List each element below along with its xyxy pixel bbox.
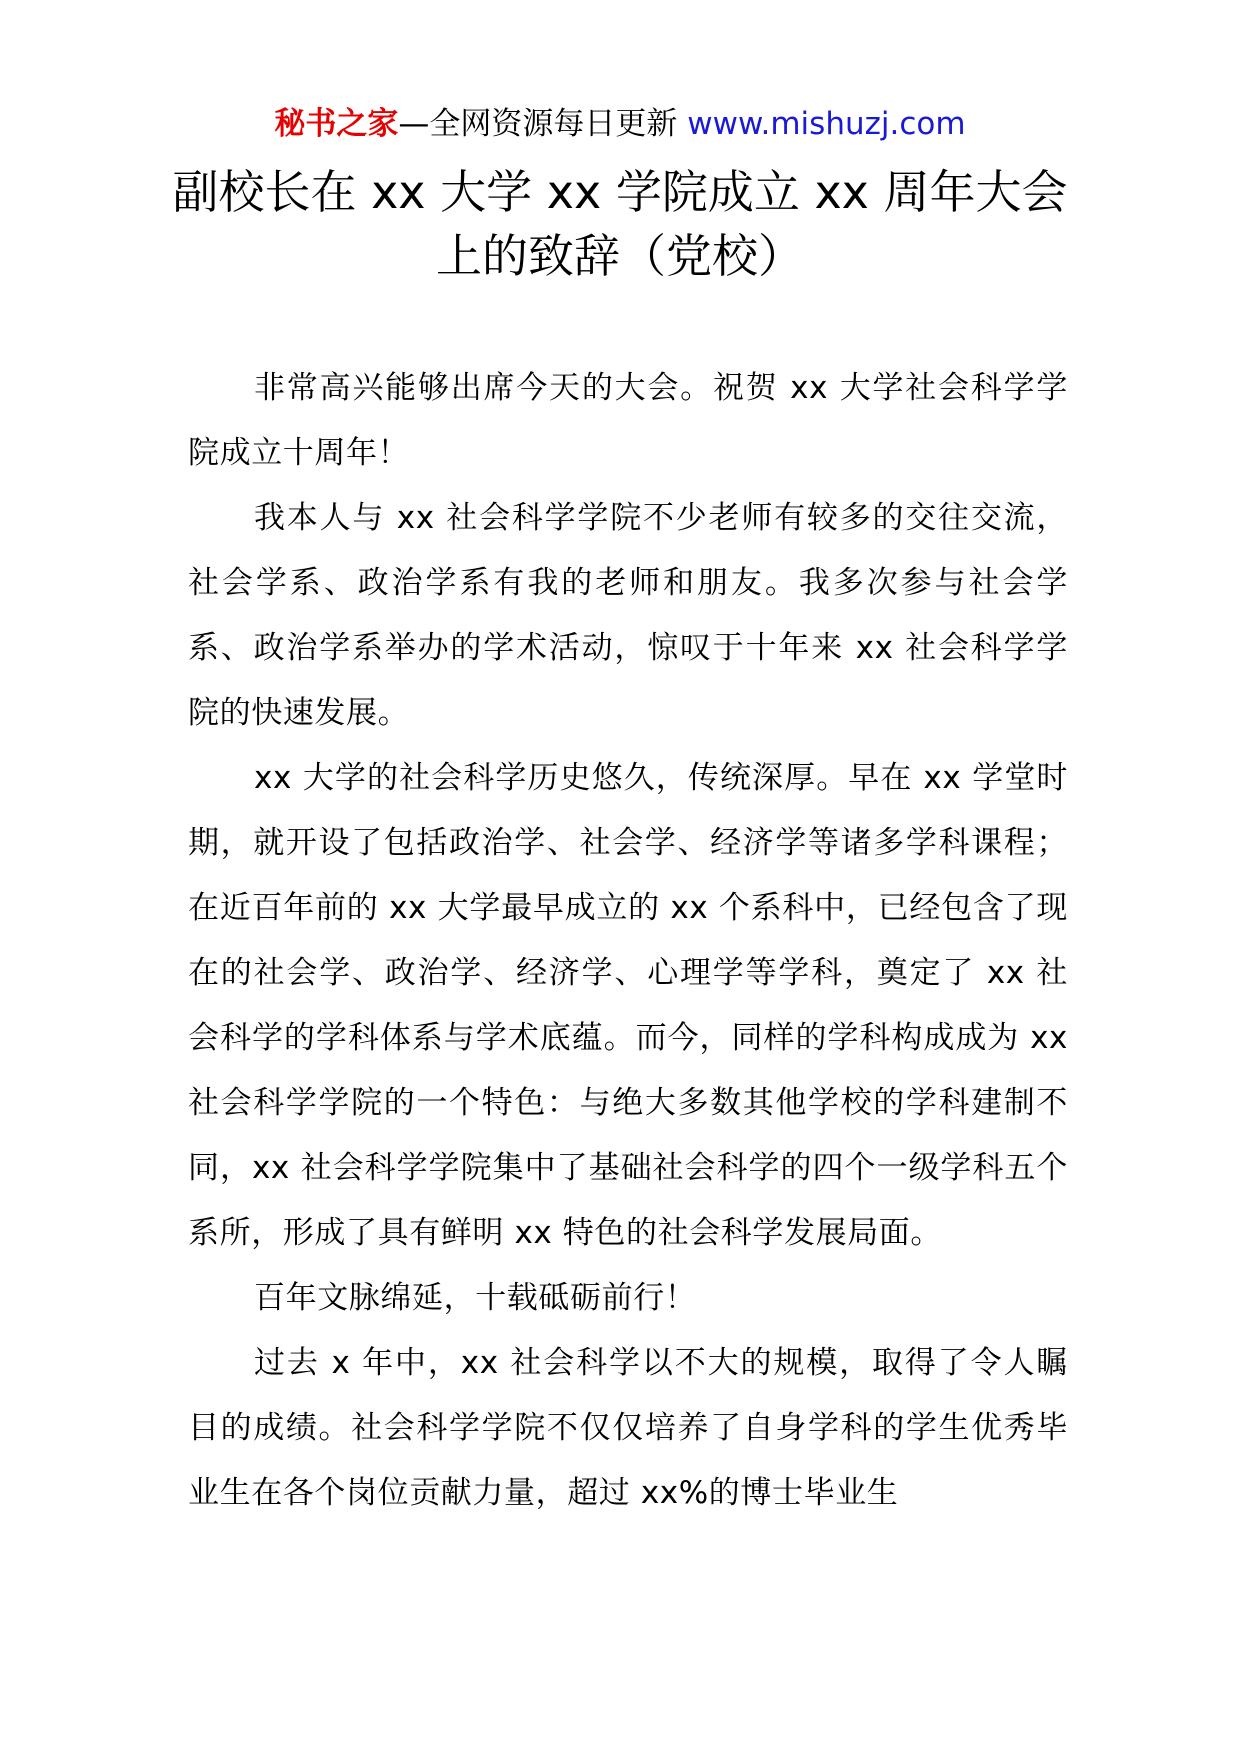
paragraph-4: 百年文脉绵延，十载砥砺前行！	[254, 1280, 697, 1316]
paragraph-5: 过去 x 年中，xx 社会科学以不大的规模，取得了令人瞩目的成绩。社会科学学院不仅仅培养了自身学科的学生优秀毕业生在各个岗位贡献力量，超过 xx%的博士毕业生	[188, 1345, 1068, 1511]
brand-name: 秘书之家	[274, 106, 399, 142]
document-title	[150, 160, 1090, 288]
document-body	[188, 356, 1068, 1526]
title-line-1: 副校长在 xx 大学 xx 学院成立 xx 周年大会	[172, 165, 1068, 219]
site-header	[0, 100, 1240, 148]
site-url-link[interactable]: www.mishuzj.com	[687, 106, 966, 142]
title-line-2: 上的致辞（党校）	[436, 229, 804, 283]
paragraph-2: 我本人与 xx 社会科学学院不少老师有较多的交往交流，社会学系、政治学系有我的老师和朋友。我多次参与社会学系、政治学系举办的学术活动，惊叹于十年来 xx 社会科学学院的快速发展。	[188, 500, 1068, 731]
paragraph-3: xx 大学的社会科学历史悠久，传统深厚。早在 xx 学堂时期，就开设了包括政治学、社会学、经济学等诸多学科课程；在近百年前的 xx 大学最早成立的 xx 个系科中，已经包含了现在的社会学、政治学、经济学、心理学等学科，奠定了 xx 社会科学的学科体系与学术底蕴。而今，同样的学科构成成为 xx 社会科学学院的一个特色：与绝大多数其他学校的学科建制不同，xx 社会科学学院集中了基础社会科学的四个一级学科五个系所，形成了具有鲜明 xx 特色的社会科学发展局面。	[188, 760, 1068, 1251]
paragraph-1: 非常高兴能够出席今天的大会。祝贺 xx 大学社会科学学院成立十周年！	[188, 370, 1068, 471]
header-slogan: —全网资源每日更新	[398, 106, 688, 142]
